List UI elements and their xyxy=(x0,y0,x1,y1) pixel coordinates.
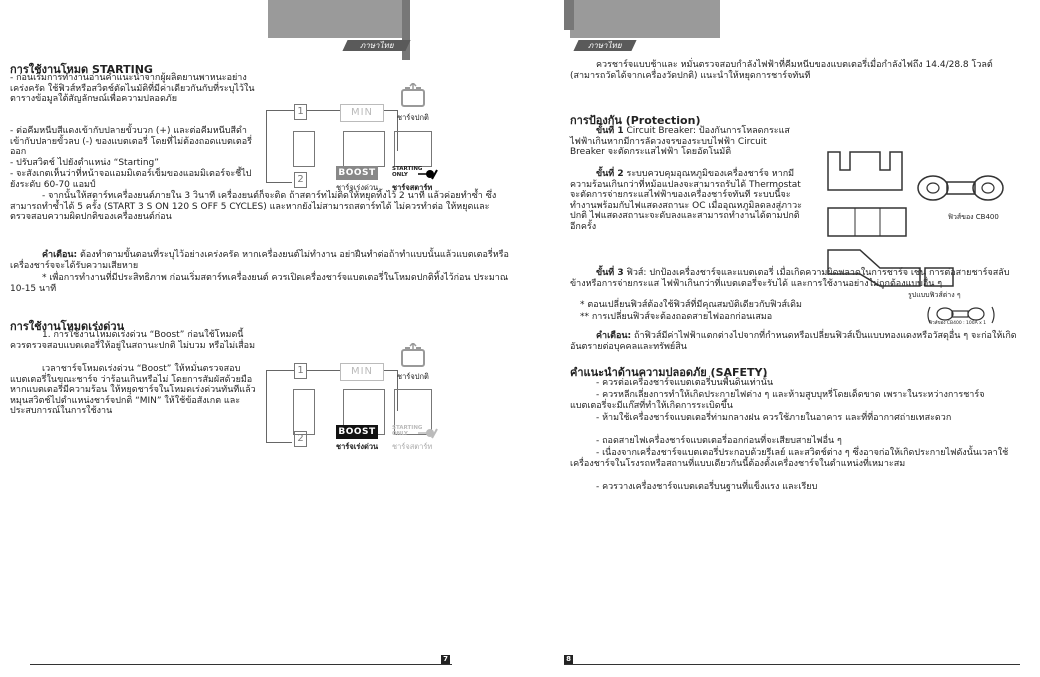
safety-item-3: - ห้ามใช้เครื่องชาร์จแบตเตอรี่ท่ามกลางฝน ควรใช้ภายในอาคาร และที่ที่อากาศถ่ายเทสะดวก xyxy=(596,413,952,423)
protection-step-1: ขั้นที่ 1 Circuit Breaker: ป้องกันการโหลดกระแสไฟฟ้าเกินหากมีการลัดวงจรของระบบไฟฟ้า Circuit Breaker จะตัดกระแสไฟฟ้า โดยอัตโนมัติ xyxy=(570,126,790,158)
language-tab: ภาษาไทย xyxy=(573,40,636,51)
starting-mode-title: การใช้งานโหมด STARTING xyxy=(10,63,153,76)
normal-charge-label: ชาร์จปกติ xyxy=(397,113,429,122)
panel-bottom-line xyxy=(266,442,292,443)
safety-item-5: - เนื่องจากเครื่องชาร์จแบตเตอรี่ประกอบด้วยรีเลย์ และสวิตช์ต่าง ๆ ซึ่งอาจก่อให้เกิดประกายไฟดังนั้นเวลาใช้เครื่องชาร์จในโรงรถหรือสถานที่แบบเดียวกันนี้ต้องตั้งเครื่องชาร์จในตำแหน่งที่เหมาะสม xyxy=(570,448,1009,469)
start-charge-label: ชาร์จสตาร์ท xyxy=(392,183,433,192)
starting-only-label: STARTING ONLY xyxy=(392,166,423,178)
boost-badge: BOOST xyxy=(336,166,378,180)
slot-2 xyxy=(343,131,385,167)
safety-item-4: - ถอดสายไฟเครื่องชาร์จแบตเตอรี่ออกก่อนที่จะเสียบสายไฟอื่น ๆ xyxy=(596,436,842,446)
fuse-cb400-label: ฟิวส์ของ CB400 xyxy=(948,213,999,221)
intro-text: ควรชาร์จแบบช้าและ หมั่นตรวจสอบกำลังไฟฟ้าที่คีมหนีบของแบตเตอรี่เมื่อกำลังไฟถึง 14.4/28.8 โวลต์ (สามารถวัดได้จากเครื่องวัดปกติ) แนะนำให้หยุดการชาร์จทันที xyxy=(570,60,993,81)
page-number: 7 xyxy=(441,655,450,664)
start-charge-label: ชาร์จสตาร์ท xyxy=(392,442,433,451)
starting-note: * เพื่อการทำงานที่มีประสิทธิภาพ ก่อนเริ่มสตาร์ทเครื่องยนต์ ควรเปิดเครื่องชาร์จแบตเตอรี่ในโหมดปกติทิ้งไว้ก่อน ประมาณ 10-15 นาที xyxy=(10,273,509,294)
header-tab xyxy=(268,0,410,38)
slot-3 xyxy=(394,131,432,167)
battery-clamp-icon xyxy=(418,425,438,439)
panel-bottom-line xyxy=(266,182,292,183)
slot-1 xyxy=(293,389,315,435)
boost-mode-title: การใช้งานโหมดเร่งด่วน xyxy=(10,320,125,333)
safety-item-6: - ควรวางเครื่องชาร์จแบตเตอรี่บนฐานที่แข็งแรง และเรียบ xyxy=(596,482,818,492)
header-tab-edge xyxy=(564,0,574,30)
min-label: MIN xyxy=(340,363,384,381)
boost-badge: BOOST xyxy=(336,425,378,439)
panel-1-number: 1 xyxy=(294,104,307,120)
safety-item-2: - ควรหลีกเลี่ยงการทำให้เกิดประกายไฟต่าง ๆ และห้ามสูบบุหรี่โดยเด็ดขาด เพราะในระหว่างการชาร์จแบตเตอรี่จะมีแก๊สที่ทำให้เกิดการระเบิดขึ้น xyxy=(570,390,985,411)
panel-side-line xyxy=(266,410,267,442)
starting-para-3: - ปรับสวิตช์ ไปยังตำแหน่ง “Starting” xyxy=(10,158,159,168)
battery-charge-icon xyxy=(401,343,425,369)
boost-para-2: เวลาชาร์จโหมดเร่งด่วน “Boost” ให้หมั่นตรวจสอบแบตเตอรี่ในขณะชาร์จ ว่าร้อนเกินหรือไม่ โดยการสัมผัสด้วยมือ หากแบตเตอรี่มีความร้อน ให้หยุดชาร์จในโหมดเร่งด่วนทันทีแล้วหมุนสวิตช์ไปตำแหน่งชาร์จปกติ “MIN” ให้ใช้ข้อสังเกต และประสบการณ์ในการใช้งาน xyxy=(10,364,256,417)
language-tab: ภาษาไทย xyxy=(342,40,410,51)
safety-title: คำแนะนำด้านความปลอดภัย (SAFETY) xyxy=(570,366,768,379)
fuse-bullet-1: * ตอนเปลี่ยนฟิวส์ต้องใช้ฟิวส์ที่มีคุณสมบัติเดียวกับฟิวส์เดิม xyxy=(580,300,802,310)
page-number: 8 xyxy=(564,655,573,664)
starting-para-2: - ต่อคีมหนีบสีแดงเข้ากับปลายขั้วบวก (+) และต่อคีมหนีบสีดำเข้ากับปลายขั้วลบ (-) ของแบตเตอรี่ โดยที่ไม่ต้องถอดแบตเตอรี่ออก xyxy=(10,126,252,158)
fuse-types-drawing xyxy=(810,148,1020,308)
panel-2-number: 2 xyxy=(294,431,307,447)
footer-rule xyxy=(564,664,1020,665)
starting-para-4: - จะสังเกตเห็นว่าที่หน้าจอแอมมิเตอร์เข็มของแอมมิเตอร์จะชี้ไปยังระดับ 60-70 แอมป์ xyxy=(10,169,252,190)
starting-para-1: - ก่อนเริ่มการทำงานอ่านคำแนะนำจากผู้ผลิตยานพาหนะอย่างเคร่งครัด ใช้ฟิวส์หรือสวิตช์ตัดไนมัติที่มีค่าเดียวกันกับที่ระบุไว้ในตารางข้อมูลใต้สัญลักษณ์เพื่อความปลอดภัย xyxy=(10,73,255,105)
min-label: MIN xyxy=(340,104,384,122)
battery-clamp-icon xyxy=(418,166,438,180)
footer-rule xyxy=(30,664,452,665)
starting-only-label: STARTING ONLY xyxy=(392,425,423,437)
fuse-types-label: รูปแบบฟิวส์ต่าง ๆ xyxy=(908,291,961,299)
safety-item-1: - ควรต่อเครื่องชาร์จแบตเตอรี่บนพื้นดินเท่านั้น xyxy=(596,378,774,388)
boost-para-1: 1. การใช้งานโหมดเร่งด่วน “Boost” ก่อนใช้โหมดนี้ ควรตรวจสอบแบตเตอรี่ให้อยู่ในสถานะปกติ ไม่บวม หรือไม่เสื่อม xyxy=(10,330,256,351)
battery-charge-icon xyxy=(401,83,425,109)
boost-charge-label: ชาร์จเร่งด่วน xyxy=(336,183,379,192)
protection-title: การป้องกัน (Protection) xyxy=(570,114,701,127)
slot-1 xyxy=(293,131,315,167)
protection-step-2: ขั้นที่ 2 ระบบควบคุมอุณหภูมิของเครื่องชาร์จ หากมีความร้อนเกินกว่าที่หม้อแปลงจะสามารถรับได้ Thermostat จะตัดการจ่ายกระแสไฟฟ้าของเครื่องชาร์จทันที ระบบนี้จะทำงานพร้อมกับไฟแสดงสถานะ OC เมื่ออุณหภูมิลดลงสู่ภาวะปกติ ไฟแสดงสถานะจะดับลงและสามารถทำงานได้ตามปกติอีกครั้ง xyxy=(570,169,802,232)
protection-step-3: ขั้นที่ 3 ฟิวส์: ปกป้องเครื่องชาร์จและแบตเตอรี่ เมื่อเกิดความผิดพลาดในการชาร์จ เช่น การต่อสายชาร์จสลับข้างหรือการจ่ายกระแส ไฟฟ้าเกินกว่าที่แบตเตอรี่จะรับได้ และการใช้งานอย่างไม่ถูกต้องแบบอื่น ๆ xyxy=(570,268,1010,289)
header-tab-edge xyxy=(402,0,410,60)
boost-charge-label: ชาร์จเร่งด่วน xyxy=(336,442,379,451)
fuse-cb400-caption: ฟิวส์ของ CB400 : 100A x 1 xyxy=(929,321,987,326)
fuse-bullet-2: ** การเปลี่ยนฟิวส์จะต้องถอดสายไฟออกก่อนเสมอ xyxy=(580,312,773,322)
header-tab xyxy=(570,0,720,38)
starting-para-5: - จากนั้นให้สตาร์ทเครื่องยนต์ภายใน 3 วินาที เครื่องยนต์ก็จะติด ถ้าสตาร์ทไม่ติดให้หยุดทิ้งไว้ 2 นาที แล้วค่อยทำซ้ำ ซึ่งสามารถทำซ้ำได้ 5 ครั้ง (START 3 S ON 120 S OFF 5 CYCLES) และหากยังไม่สามารถสตาร์ทได้ ไม่ควรทำต่อ ให้หยุดและตรวจสอบความผิดปกติของเครื่องยนต์ก่อน xyxy=(10,191,497,223)
panel-1-number: 1 xyxy=(294,363,307,379)
starting-warning: คำเตือน: ต้องทำตามขั้นตอนที่ระบุไว้อย่างเคร่งครัด หากเครื่องยนต์ไม่ทำงาน อย่าฝืนทำต่อถ้าทำแบบนั้นแล้วแบตเตอรี่หรือเครื่องชาร์จจะได้รับความเสียหาย xyxy=(10,250,509,271)
right-page xyxy=(520,0,1040,677)
normal-charge-label: ชาร์จปกติ xyxy=(397,372,429,381)
panel-2-number: 2 xyxy=(294,172,307,188)
panel-side-line xyxy=(266,150,267,182)
protection-warning: คำเตือน: ถ้าฟิวส์มีค่าไฟฟ้าแตกต่างไปจากที่กำหนดหรือเปลี่ยนฟิวส์เป็นแบบทองแดงหรือวัสดุอื่น ๆ จะก่อให้เกิดอันตรายต่อบุคคลและทรัพย์สิน xyxy=(570,331,1017,352)
